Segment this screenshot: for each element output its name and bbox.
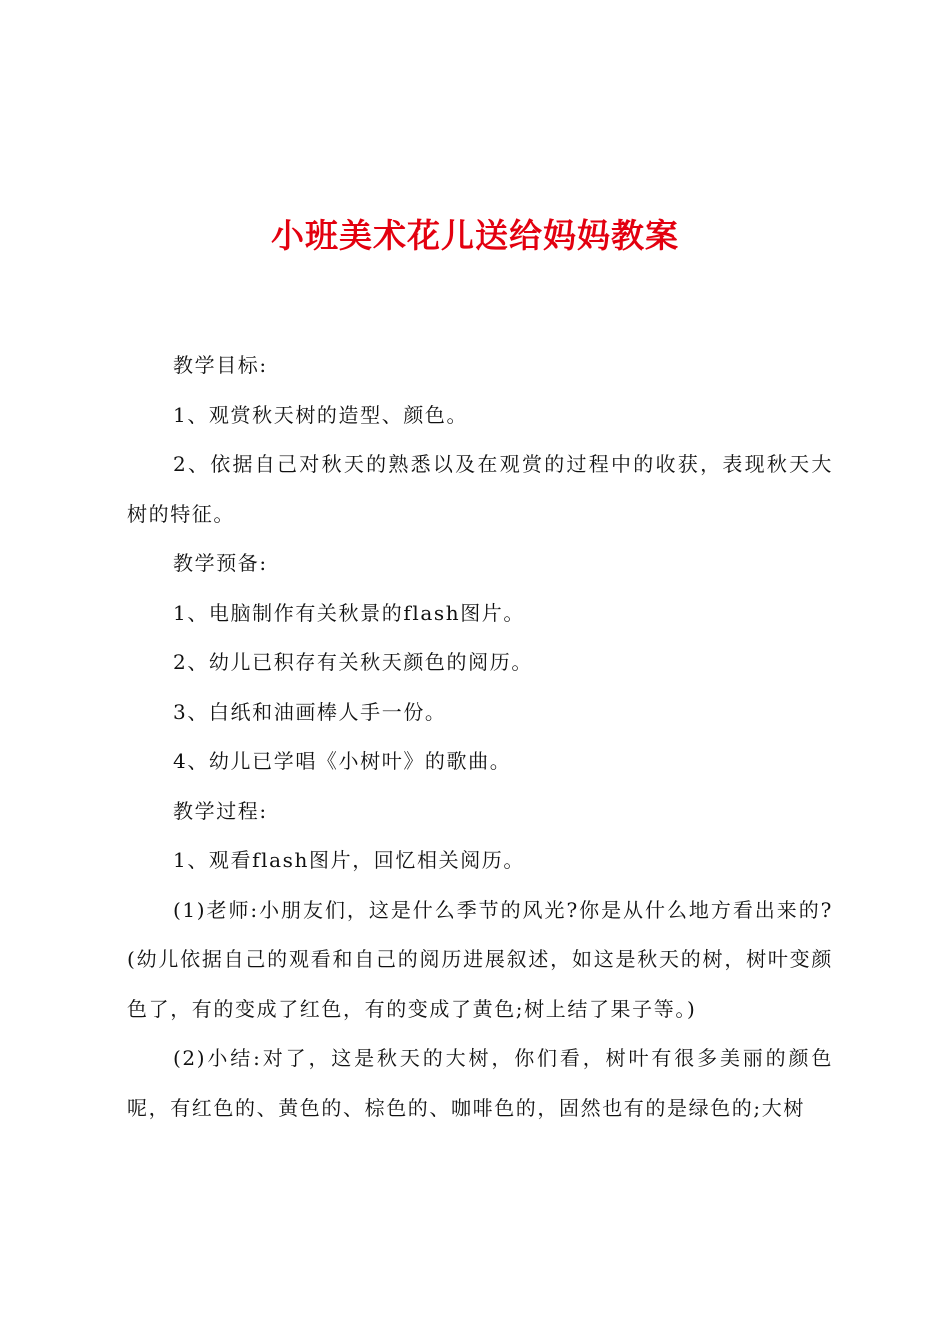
objective-item-2: 2、依据自己对秋天的熟悉以及在观赏的过程中的收获，表现秋天大树的特征。 — [127, 452, 833, 526]
process-step-1: 1、观看flash图片，回忆相关阅历。 — [173, 848, 525, 872]
objective-item-1: 1、观赏秋天树的造型、颜色。 — [173, 402, 469, 427]
document-title: 小班美术花儿送给妈妈教案 — [271, 216, 679, 255]
preparation-item-2: 2、幼儿已积存有关秋天颜色的阅历。 — [173, 650, 533, 674]
section-heading-objectives: 教学目标: — [173, 353, 268, 377]
process-substep-2: (2)小结:对了，这是秋天的大树，你们看，树叶有很多美丽的颜色呢，有红色的、黄色的、棕色的、咖啡色的，固然也有的是绿色的;大树 — [127, 1046, 833, 1120]
preparation-item-4: 4、幼儿已学唱《小树叶》的歌曲。 — [173, 749, 512, 773]
document-body — [127, 341, 833, 1133]
section-heading-preparation: 教学预备: — [173, 551, 268, 575]
preparation-item-1: 1、电脑制作有关秋景的flash图片。 — [173, 600, 525, 625]
preparation-item-3: 3、白纸和油画棒人手一份。 — [173, 699, 447, 724]
section-heading-process: 教学过程: — [173, 798, 268, 823]
process-substep-1: (1)老师:小朋友们，这是什么季节的风光?你是从什么地方看出来的?(幼儿依据自己的观看和自己的阅历进展叙述，如这是秋天的树，树叶变颜色了，有的变成了红色，有的变成了黄色;树上结了果子等。) — [127, 897, 833, 1021]
